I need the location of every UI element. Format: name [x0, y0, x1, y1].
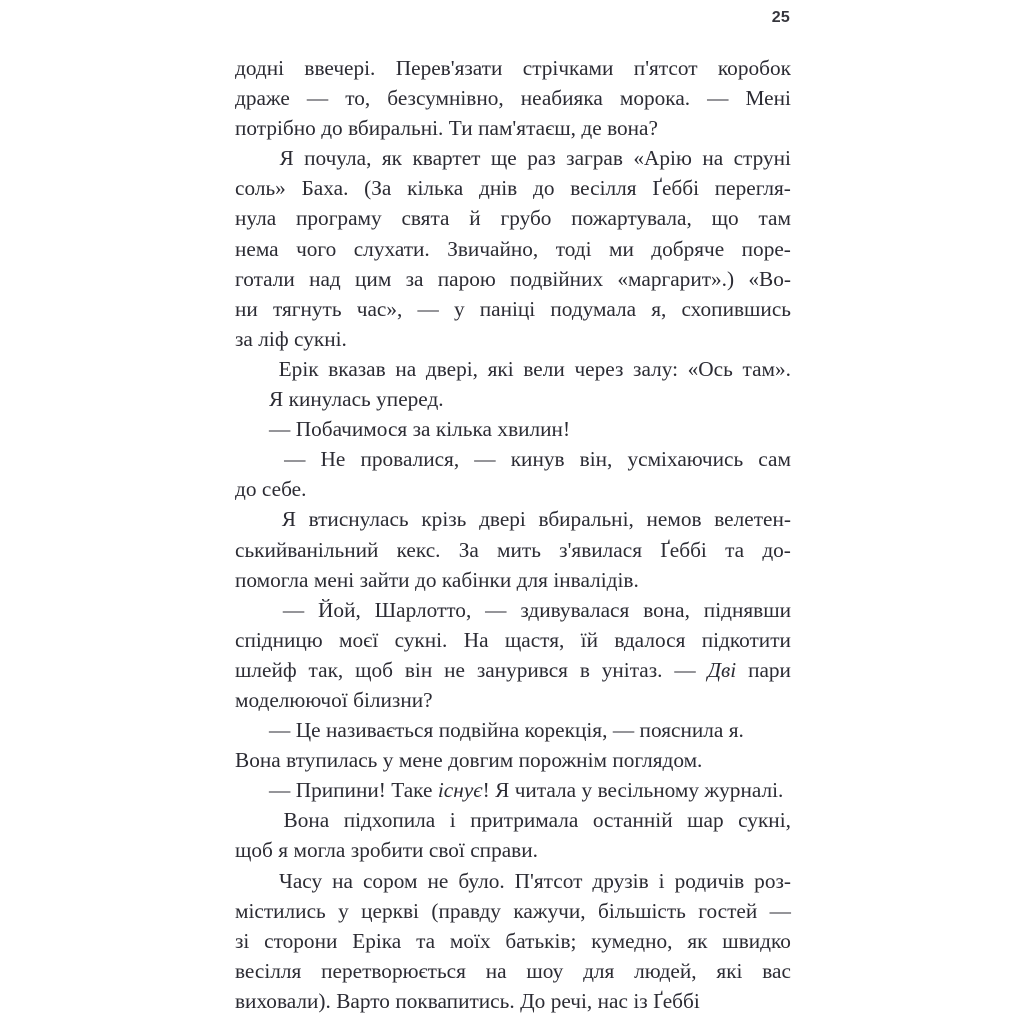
text-line — [235, 83, 791, 113]
paragraph — [235, 595, 791, 715]
word: Вона — [283, 808, 330, 833]
word: моєї — [339, 627, 379, 652]
text-line — [235, 173, 791, 203]
text-line — [235, 354, 791, 384]
paragraph-indent — [235, 805, 269, 835]
text-line — [235, 504, 791, 534]
text-line — [235, 234, 791, 264]
word: — — [417, 296, 439, 321]
word: то, — [345, 86, 371, 111]
word: друзів — [592, 868, 649, 893]
paragraph — [235, 715, 791, 775]
word: у — [338, 898, 349, 923]
text-line — [235, 294, 791, 324]
word: нема — [235, 236, 279, 261]
text-line — [235, 444, 791, 474]
word: пари — [748, 657, 791, 682]
word: морока. — [619, 86, 691, 111]
text-line: моделюючої білизни? — [235, 687, 433, 712]
word: притримала — [470, 808, 579, 833]
text-line: помогла мені зайти до кабінки для інвалідів. — [235, 567, 639, 592]
word: Мені — [745, 86, 791, 111]
word: Баха. — [301, 176, 349, 201]
word: останній — [592, 808, 673, 833]
text-line — [235, 896, 791, 926]
text-line-italic: — Припини! Таке існує! Я читала у весільному журналі. — [269, 778, 784, 803]
word: Шарлотто, — [374, 597, 472, 622]
word: шоу — [526, 958, 564, 983]
word: родичів — [674, 868, 745, 893]
word: Ґеббі — [652, 176, 699, 201]
word: провалися, — [360, 447, 460, 472]
text-line — [235, 143, 791, 173]
word: (правду — [431, 898, 501, 923]
word: перетворюється — [321, 958, 466, 983]
word: коробок — [717, 56, 791, 80]
word: до — [533, 176, 555, 201]
word: почула, — [304, 146, 372, 171]
word: їй — [580, 627, 598, 652]
word: готали — [235, 266, 295, 291]
word: на — [702, 146, 724, 171]
text-line-italic — [235, 655, 791, 685]
word: парою — [437, 266, 496, 291]
word: «маргарит».) — [617, 266, 735, 291]
word: через — [574, 356, 624, 381]
word: та — [725, 537, 745, 562]
text-line: Я кинулась уперед. — [269, 387, 444, 412]
word: кинув — [510, 447, 565, 472]
word: тоді — [555, 236, 592, 261]
word: ввечері. — [304, 56, 376, 80]
word: ни — [235, 296, 258, 321]
word: над — [309, 266, 341, 291]
paragraph — [235, 414, 791, 444]
word: подумала — [550, 296, 637, 321]
paragraph — [235, 775, 791, 805]
text-line — [235, 926, 791, 956]
paragraph — [235, 805, 791, 865]
word: підкотити — [701, 627, 791, 652]
word: Я — [279, 146, 294, 171]
word: ськийванільний — [235, 537, 379, 562]
word: на — [332, 868, 353, 893]
word: паніці — [479, 296, 536, 321]
word: час», — [356, 296, 403, 321]
word: унітаз. — [601, 657, 663, 682]
word: струні — [733, 146, 791, 171]
text-line — [235, 203, 791, 233]
word: що — [711, 206, 739, 231]
word: ми — [608, 236, 634, 261]
word: та — [416, 928, 436, 953]
word: там». — [742, 356, 791, 381]
word: сукні. — [394, 627, 448, 652]
emphasized-word: існує — [437, 778, 483, 803]
word: які — [487, 356, 514, 381]
text-line: — Це називається подвійна корекція, — пояснила я. — [269, 718, 744, 743]
word: — — [485, 597, 507, 622]
text-line: до себе. — [235, 477, 307, 502]
word: він, — [579, 447, 613, 472]
word: кумедно, — [591, 928, 673, 953]
word: додні — [235, 56, 285, 80]
text-line: Вона втупилась у мене довгим порожнім поглядом. — [235, 748, 703, 773]
word: не — [444, 657, 465, 682]
word: драже — [235, 86, 290, 111]
word: як — [687, 928, 708, 953]
word: квартет — [412, 146, 481, 171]
text-line: потрібно до вбиральні. Ти пам'ятаєш, де вона? — [235, 116, 658, 141]
text-line: щоб я могла зробити свої справи. — [235, 838, 538, 863]
word: Ерік — [278, 356, 319, 381]
word: не — [427, 868, 449, 893]
word: вели — [523, 356, 565, 381]
body-text — [235, 53, 791, 1016]
word: тягнуть — [272, 296, 342, 321]
word: для — [583, 958, 615, 983]
word: шлейф — [235, 657, 297, 682]
word: На — [463, 627, 489, 652]
word: з'явилася — [559, 537, 642, 562]
word: занурився — [476, 657, 568, 682]
word: Еріка — [352, 928, 402, 953]
word: вбиральні, — [538, 507, 634, 532]
word: і — [449, 808, 456, 833]
text-line: за ліф сукні. — [235, 326, 347, 351]
word: весілля — [235, 958, 302, 983]
paragraph — [235, 866, 791, 1016]
text-line: — Побачимося за кілька хвилин! — [269, 417, 571, 442]
paragraph — [235, 444, 791, 504]
word: Ґеббі — [660, 537, 707, 562]
word: ще — [490, 146, 517, 171]
word: — — [284, 447, 306, 472]
word: Я — [281, 507, 296, 532]
text-line — [235, 264, 791, 294]
word: двері, — [425, 356, 478, 381]
word: днів — [479, 176, 518, 201]
word: і — [658, 868, 665, 893]
word: за — [405, 266, 424, 291]
word: спідницю — [235, 627, 323, 652]
word: людей, — [634, 958, 697, 983]
word: «Арію — [633, 146, 692, 171]
word: П'ятсот — [514, 868, 583, 893]
word: свята — [401, 206, 450, 231]
word: кекс. — [396, 537, 441, 562]
word: й — [469, 206, 481, 231]
word: втиснулась — [308, 507, 409, 532]
word: — — [769, 898, 791, 923]
word: які — [716, 958, 743, 983]
emphasized-word: Дві — [707, 657, 737, 682]
word: піднявши — [703, 597, 791, 622]
word: (За — [364, 176, 392, 201]
paragraph — [235, 53, 791, 143]
word: мить — [497, 537, 541, 562]
word: заграв — [566, 146, 623, 171]
word: Часу — [279, 868, 323, 893]
paragraph — [235, 504, 791, 594]
word: весілля — [570, 176, 637, 201]
word: церкві — [361, 898, 419, 923]
text-line — [235, 535, 791, 565]
word: щастя, — [504, 627, 565, 652]
word: зі — [235, 928, 250, 953]
text-line — [235, 956, 791, 986]
word: вдалося — [614, 627, 686, 652]
word: щоб — [355, 657, 393, 682]
word: — — [674, 657, 696, 682]
word: кілька — [407, 176, 464, 201]
word: велетен- — [714, 507, 791, 532]
word: було. — [458, 868, 505, 893]
word: безсумнівно, — [387, 86, 504, 111]
word: — — [474, 447, 496, 472]
word: соль» — [235, 176, 286, 201]
word: до- — [762, 537, 791, 562]
word: Не — [320, 447, 346, 472]
paragraph-indent — [235, 504, 269, 534]
word: вказав — [328, 356, 386, 381]
word: швидко — [722, 928, 791, 953]
text-line — [235, 595, 791, 625]
word: поре- — [741, 236, 791, 261]
word: він — [404, 657, 433, 682]
word: — — [707, 86, 729, 111]
word: вас — [762, 958, 791, 983]
paragraph-indent — [235, 866, 269, 896]
word: пожартувала, — [571, 206, 692, 231]
word: добряче — [651, 236, 725, 261]
page-header — [0, 0, 1024, 52]
word: так, — [308, 657, 344, 682]
word: кажучи, — [513, 898, 586, 923]
word: цим — [355, 266, 392, 291]
word: Перев'язати — [395, 56, 503, 80]
word: раз — [527, 146, 556, 171]
word: п'ятсот — [633, 56, 698, 80]
paragraph-indent — [235, 444, 269, 474]
word: роз- — [754, 868, 791, 893]
word: на — [485, 958, 507, 983]
word: сторони — [264, 928, 338, 953]
word: — — [306, 86, 329, 111]
text-line — [235, 53, 791, 83]
word: слухати. — [353, 236, 430, 261]
page-number: 25 — [771, 9, 790, 26]
word: За — [458, 537, 479, 562]
word: «Ось — [687, 356, 733, 381]
word: в — [579, 657, 590, 682]
word: я, — [651, 296, 667, 321]
paragraph — [235, 354, 791, 414]
paragraph-indent — [235, 595, 269, 625]
text-line — [235, 625, 791, 655]
word: шар — [687, 808, 724, 833]
word: програму — [296, 206, 382, 231]
text-line: виховали). Варто поквапитись. До речі, нас із Ґеббі — [235, 988, 700, 1013]
word: грубо — [500, 206, 552, 231]
word: сукні, — [738, 808, 791, 833]
word: «Во- — [748, 266, 791, 291]
word: на — [395, 356, 417, 381]
word: сором — [362, 868, 418, 893]
word: — — [282, 597, 305, 622]
word: чого — [296, 236, 337, 261]
word: там — [758, 206, 791, 231]
word: здивувалася — [520, 597, 630, 622]
word: більшість — [598, 898, 686, 923]
text-line — [235, 866, 791, 896]
word: як — [381, 146, 403, 171]
word: усміхаючись — [627, 447, 744, 472]
word: моїх — [449, 928, 491, 953]
word: батьків; — [505, 928, 577, 953]
paragraph-indent — [235, 354, 269, 384]
text-line — [235, 805, 791, 835]
word: вона, — [643, 597, 690, 622]
word: неабияка — [520, 86, 603, 111]
word: подвійних — [510, 266, 604, 291]
word: крізь — [421, 507, 467, 532]
word: у — [453, 296, 465, 321]
word: двері — [479, 507, 526, 532]
word: залу: — [633, 356, 678, 381]
word: сам — [758, 447, 791, 472]
paragraph — [235, 143, 791, 354]
word: стрічками — [522, 56, 614, 80]
word: містились — [235, 898, 326, 923]
word: перегля- — [714, 176, 791, 201]
word: Йой, — [318, 597, 361, 622]
word: підхопила — [343, 808, 436, 833]
word: нула — [235, 206, 277, 231]
word: гостей — [698, 898, 758, 923]
word: Звичайно, — [447, 236, 539, 261]
word: немов — [646, 507, 702, 532]
word: схопившись — [681, 296, 791, 321]
paragraph-indent — [235, 143, 269, 173]
